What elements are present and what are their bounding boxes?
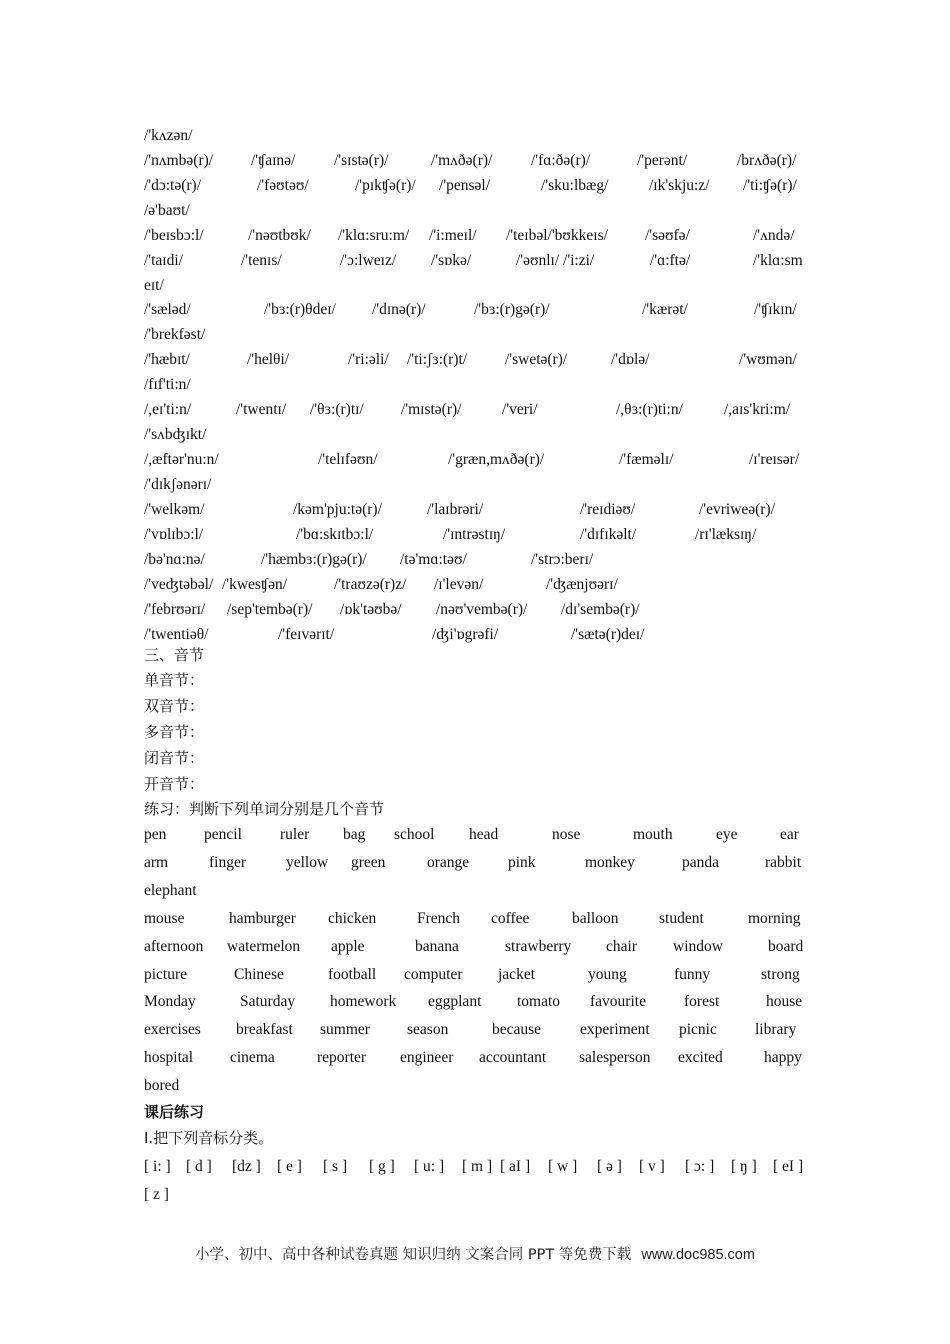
footer — [0, 1243, 950, 1264]
word-row — [0, 1018, 950, 1042]
phonetic-row — [0, 174, 950, 198]
phonetic-row — [0, 623, 950, 647]
phonetic-row — [0, 598, 950, 622]
phonetic-item: /'ʌndə/ — [753, 227, 795, 244]
phonetic-row — [0, 323, 950, 347]
footer-site: www.doc985.com — [641, 1247, 755, 1263]
word-item: balloon — [572, 910, 619, 927]
phonetic-item: /ʤi'ɒgrəfi/ — [432, 626, 499, 643]
phonetic-item: /'twentɪ/ — [236, 401, 287, 418]
phonetic-item: /'perənt/ — [637, 152, 688, 169]
phonetic-item: /'kwesʧən/ — [222, 576, 288, 593]
word-item: mouth — [633, 826, 673, 843]
word-item: young — [588, 966, 627, 983]
phonetic-item: /'sætə(r)deɪ/ — [571, 626, 645, 643]
phonetic-row — [0, 199, 950, 223]
phonetic-item: /'veʤtəbəl/ — [144, 576, 214, 593]
phonetic-item: /'mɪstə(r)/ — [401, 401, 462, 418]
phonetic-item: /'laɪbrəri/ — [427, 501, 484, 518]
phonetic-item: /'ʧɪkɪn/ — [754, 301, 797, 318]
word-item: experiment — [580, 1021, 650, 1038]
word-item: bag — [343, 826, 366, 843]
phonetic-item: /'klɑ:sm — [753, 252, 803, 269]
phonetic-row — [0, 523, 950, 547]
word-item: breakfast — [236, 1021, 293, 1038]
symbol-item: [ z ] — [144, 1186, 169, 1203]
word-item: Chinese — [234, 966, 284, 983]
section-title: 三、音节 — [144, 646, 205, 664]
word-item: arm — [144, 854, 169, 871]
phonetic-item: /'fɑ:ðə(r)/ — [531, 152, 591, 169]
phonetic-item: /'kærət/ — [642, 301, 688, 318]
word-item: panda — [682, 854, 720, 871]
phonetic-item: /'brekfəst/ — [144, 326, 206, 343]
phonetic-item: /'sæləd/ — [144, 301, 191, 318]
phonetic-item: /'hæmbɜ:(r)gə(r)/ — [261, 551, 367, 568]
phonetic-item: /'reɪdiəʊ/ — [580, 501, 636, 518]
phonetic-item: /'sɒkə/ — [431, 252, 472, 269]
word-item: board — [768, 938, 804, 955]
word-item: pink — [508, 854, 536, 871]
phonetic-item: /'i:meɪl/ — [429, 227, 477, 244]
word-item: mouse — [144, 910, 185, 927]
phonetic-row — [0, 573, 950, 597]
phonetic-row — [0, 224, 950, 248]
symbol-item: [ u: ] — [414, 1158, 445, 1175]
phonetic-item: /fɪf'ti:n/ — [144, 376, 191, 393]
symbol-item: [dz ] — [232, 1158, 261, 1175]
word-item: hospital — [144, 1049, 194, 1066]
phonetic-item: /,eɪ'ti:n/ — [144, 401, 192, 418]
word-item: happy — [764, 1049, 802, 1066]
phonetic-item: /'ti:ʃɜ:(r)t/ — [407, 351, 468, 368]
word-item: coffee — [491, 910, 530, 927]
phonetic-item: /ɒk'təʊbə/ — [340, 601, 402, 618]
phonetic-item: /,æftər'nu:n/ — [144, 451, 219, 468]
word-item: engineer — [400, 1049, 454, 1066]
phonetic-item: /'teɪbəl/'bʊkkeɪs/ — [506, 227, 608, 244]
phonetic-item: /'dɒlə/ — [611, 351, 650, 368]
word-item: chair — [606, 938, 637, 955]
word-item: French — [417, 910, 461, 927]
phonetic-item: /'bɑ:skɪtbɔ:l/ — [296, 526, 374, 543]
word-item: pen — [144, 826, 167, 843]
exercise-title: 练习：判断下列单词分别是几个音节 — [144, 800, 385, 818]
phonetic-item: /'febrʊərɪ/ — [144, 601, 206, 618]
word-item: rabbit — [765, 854, 802, 871]
phonetic-item: /'vɒlɪbɔ:l/ — [144, 526, 204, 543]
word-item: watermelon — [227, 938, 301, 955]
phonetic-item: /'feɪvərɪt/ — [278, 626, 335, 643]
symbol-item: [ i: ] — [144, 1158, 171, 1175]
symbol-item: [ e ] — [277, 1158, 302, 1175]
word-item: excited — [678, 1049, 723, 1066]
word-item: picture — [144, 966, 188, 983]
phonetic-item: /ɪk'skju:z/ — [649, 177, 710, 194]
word-row — [0, 1046, 950, 1070]
phonetic-item: /'səʊfə/ — [645, 227, 690, 244]
phonetic-row — [0, 373, 950, 397]
word-item: house — [766, 993, 803, 1010]
word-item: accountant — [479, 1049, 547, 1066]
label-closed-syllable: 闭音节： — [144, 749, 205, 767]
word-item: cinema — [230, 1049, 275, 1066]
symbol-item: [ v ] — [639, 1158, 665, 1175]
word-item: banana — [415, 938, 459, 955]
phonetic-item: /dɪ'sembə(r)/ — [561, 601, 640, 618]
phonetic-item: /'telɪfəʊn/ — [318, 451, 378, 468]
word-item: Monday — [144, 993, 196, 1010]
word-item: afternoon — [144, 938, 204, 955]
word-row — [0, 879, 950, 903]
phonetic-item: /brʌðə(r)/ — [737, 152, 797, 169]
phonetic-item: /'twentiəθ/ — [144, 626, 209, 643]
word-row — [0, 907, 950, 931]
word-item: eye — [716, 826, 738, 843]
phonetic-item: /'pɪkʧə(r)/ — [355, 177, 416, 194]
phonetic-item: /kəm'pju:tə(r)/ — [293, 501, 382, 518]
word-item: finger — [209, 854, 247, 871]
symbol-item: [ ə ] — [597, 1158, 622, 1175]
phonetic-item: /'kʌzən/ — [144, 127, 193, 144]
word-item: ruler — [280, 826, 310, 843]
phonetic-item: /'əʊnlɪ/ /'i:zi/ — [516, 252, 595, 269]
word-item: monkey — [585, 854, 635, 871]
word-item: elephant — [144, 882, 197, 899]
phonetic-item: /,θɜ:(r)ti:n/ — [616, 401, 683, 418]
phonetic-item: /'tenɪs/ — [241, 252, 282, 269]
word-item: chicken — [328, 910, 377, 927]
phonetic-item: /'veri/ — [502, 401, 538, 418]
phonetic-item: /'hæbɪt/ — [144, 351, 190, 368]
word-item: forest — [684, 993, 720, 1010]
phonetic-item: /'nəʊtbʊk/ — [248, 227, 311, 244]
phonetic-item: /ə'baʊt/ — [144, 202, 190, 219]
phonetic-row — [0, 274, 950, 298]
phonetic-item: /'sku:lbæg/ — [541, 177, 609, 194]
word-item: reporter — [317, 1049, 367, 1066]
word-item: jacket — [498, 966, 536, 983]
word-item: hamburger — [229, 910, 296, 927]
phonetic-item: /'dɪnə(r)/ — [372, 301, 426, 318]
phonetic-item: /ɪ'reɪsər/ — [749, 451, 800, 468]
word-item: football — [328, 966, 377, 983]
symbol-item: [ eI ] — [773, 1158, 804, 1175]
phonetic-item: /'sʌbʤɪkt/ — [144, 426, 207, 443]
phonetic-row — [0, 473, 950, 497]
phonetic-item: /'bɜ:(r)gə(r)/ — [474, 301, 550, 318]
phonetic-item: /tə'mɑ:təʊ/ — [400, 551, 467, 568]
phonetic-item: /bə'nɑ:nə/ — [144, 551, 205, 568]
word-item: head — [469, 826, 499, 843]
word-item: funny — [674, 966, 711, 983]
phonetic-item: /'ri:əli/ — [348, 351, 389, 368]
phonetic-item: /'sɪstə(r)/ — [334, 152, 389, 169]
phonetic-item: /'mʌðə(r)/ — [431, 152, 493, 169]
phonetic-row — [0, 249, 950, 273]
word-row — [0, 990, 950, 1014]
label-open-syllable: 开音节： — [144, 775, 205, 793]
phonetic-item: /'dɪfɪkəlt/ — [580, 526, 637, 543]
word-item: Saturday — [240, 993, 296, 1010]
word-item: library — [755, 1021, 797, 1038]
task1-title: I.把下列音标分类。 — [144, 1129, 274, 1147]
word-item: school — [394, 826, 435, 843]
phonetic-item: /'wʊmən/ — [739, 351, 797, 368]
phonetic-row — [0, 348, 950, 372]
phonetic-item: /'ɪntrəstɪŋ/ — [443, 526, 506, 543]
phonetic-item: /nəʊ'vembə(r)/ — [436, 601, 528, 618]
word-item: student — [659, 910, 704, 927]
symbol-item: [ ɔ: ] — [685, 1158, 715, 1175]
word-item: exercises — [144, 1021, 201, 1038]
phonetic-item: /'evriweə(r)/ — [699, 501, 775, 518]
word-item: season — [407, 1021, 449, 1038]
phonetic-row — [0, 398, 950, 422]
label-monosyllable: 单音节： — [144, 671, 205, 689]
word-item: nose — [552, 826, 581, 843]
word-item: window — [673, 938, 723, 955]
word-item: tomato — [517, 993, 561, 1010]
phonetic-item: eɪt/ — [144, 277, 164, 294]
phonetic-item: /'dɔ:tə(r)/ — [144, 177, 202, 194]
phonetic-item: /'fəʊtəʊ/ — [257, 177, 309, 194]
word-row — [0, 851, 950, 875]
symbol-item: [ m ] — [462, 1158, 493, 1175]
phonetic-row — [0, 498, 950, 522]
phonetic-item: /'bɜ:(r)θdeɪ/ — [264, 301, 336, 318]
label-disyllable: 双音节： — [144, 697, 205, 715]
phonetic-item: /'taɪdi/ — [144, 252, 183, 269]
phonetic-item: /'græn,mʌðə(r)/ — [448, 451, 545, 468]
word-item: pencil — [204, 826, 242, 843]
symbol-item: [ ŋ ] — [731, 1158, 757, 1175]
word-item: salesperson — [579, 1049, 651, 1066]
word-item: green — [351, 854, 386, 871]
phonetic-item: /'ɑ:ftə/ — [650, 252, 691, 269]
word-row — [0, 823, 950, 847]
word-item: bored — [144, 1077, 180, 1094]
phonetic-item: /ɪ'levən/ — [434, 576, 484, 593]
word-item: homework — [330, 993, 397, 1010]
phonetic-item: /sep'tembə(r)/ — [227, 601, 313, 618]
word-row — [0, 935, 950, 959]
phonetic-row — [0, 448, 950, 472]
phonetic-item: /'nʌmbə(r)/ — [144, 152, 214, 169]
phonetic-item: /,aɪs'kri:m/ — [724, 401, 791, 418]
word-item: orange — [427, 854, 470, 871]
word-item: summer — [320, 1021, 370, 1038]
phonetic-item: /'traʊzə(r)z/ — [334, 576, 407, 593]
phonetic-item: /'helθi/ — [247, 351, 290, 368]
phonetic-row — [0, 298, 950, 322]
symbol-item: [ aI ] — [500, 1158, 531, 1175]
word-row — [0, 1074, 950, 1098]
phonetic-row — [0, 149, 950, 173]
phonetic-item: /rɪ'læksɪŋ/ — [695, 526, 757, 543]
word-item: eggplant — [428, 993, 482, 1010]
word-row — [0, 963, 950, 987]
phonetic-item: /'θɜ:(r)tɪ/ — [310, 401, 364, 418]
phonetic-row — [0, 423, 950, 447]
word-item: yellow — [286, 854, 329, 871]
phonetic-row — [0, 124, 950, 148]
phonetic-item: /'ɔ:lweɪz/ — [340, 252, 397, 269]
symbol-row — [0, 1155, 950, 1179]
phonetic-item: /'ti:ʧə(r)/ — [743, 177, 797, 194]
phonetic-item: /'klɑ:sru:m/ — [338, 227, 410, 244]
word-item: picnic — [679, 1021, 717, 1038]
label-polysyllable: 多音节： — [144, 723, 205, 741]
word-item: morning — [748, 910, 801, 927]
word-item: apple — [331, 938, 365, 955]
phonetic-item: /'beɪsbɔ:l/ — [144, 227, 204, 244]
phonetic-item: /'swetə(r)/ — [505, 351, 568, 368]
word-item: ear — [780, 826, 799, 843]
word-item: strong — [761, 966, 800, 983]
phonetic-item: /'dɪkʃənərɪ/ — [144, 476, 212, 493]
symbol-item: [ w ] — [548, 1158, 578, 1175]
phonetic-item: /'fæməlɪ/ — [619, 451, 674, 468]
footer-text: 小学、初中、高中各种试卷真题 知识归纳 文案合同 PPT 等免费下载 — [195, 1247, 632, 1263]
phonetic-item: /'ʧaɪnə/ — [251, 152, 296, 169]
phonetic-item: /'welkəm/ — [144, 501, 205, 518]
phonetic-row — [0, 548, 950, 572]
word-item: strawberry — [505, 938, 572, 955]
phonetic-item: /'ʤænjʊərɪ/ — [546, 576, 618, 593]
word-item: because — [492, 1021, 542, 1038]
symbol-item: [ g ] — [369, 1158, 395, 1175]
word-item: computer — [404, 966, 463, 983]
homework-title: 课后练习 — [144, 1103, 205, 1121]
phonetic-item: /'strɔ:berɪ/ — [531, 551, 594, 568]
word-item: favourite — [590, 993, 646, 1010]
symbol-item: [ s ] — [323, 1158, 348, 1175]
phonetic-item: /'pensəl/ — [439, 177, 491, 194]
symbol-item: [ d ] — [186, 1158, 212, 1175]
